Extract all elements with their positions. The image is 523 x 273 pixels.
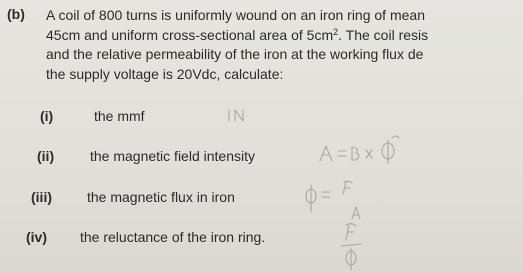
subquestion-number: (i)	[40, 108, 54, 124]
subquestion-iv	[0, 229, 523, 249]
subquestion-number: (iii)	[31, 189, 52, 205]
subquestion-i	[0, 108, 523, 128]
subquestion-number: (iv)	[26, 229, 47, 245]
subquestion-text: the magnetic field intensity	[90, 148, 255, 164]
intro-line-1: A coil of 800 turns is uniformly wound on an iron ring of mean	[46, 7, 425, 23]
subquestion-number: (ii)	[37, 148, 55, 164]
subquestion-iii	[0, 189, 523, 209]
subquestion-text: the reluctance of the iron ring.	[80, 229, 266, 245]
area-unit-superscript: 2	[333, 26, 339, 37]
intro-line-3: and the relative permeability of the iron at the working flux de	[46, 46, 424, 62]
part-label: (b)	[7, 6, 25, 22]
intro-line-2-b: . The coil resis	[338, 26, 429, 43]
subquestion-ii	[0, 148, 523, 168]
intro-line-4: the supply voltage is 20Vdc, calculate:	[46, 65, 284, 82]
question-intro	[46, 6, 521, 84]
subquestion-text: the magnetic flux in iron	[87, 189, 235, 205]
intro-line-2-a: 45cm and uniform cross-sectional area of 5cm	[46, 26, 334, 43]
intro-line-2	[46, 26, 521, 46]
subquestion-text: the mmf	[94, 108, 145, 124]
